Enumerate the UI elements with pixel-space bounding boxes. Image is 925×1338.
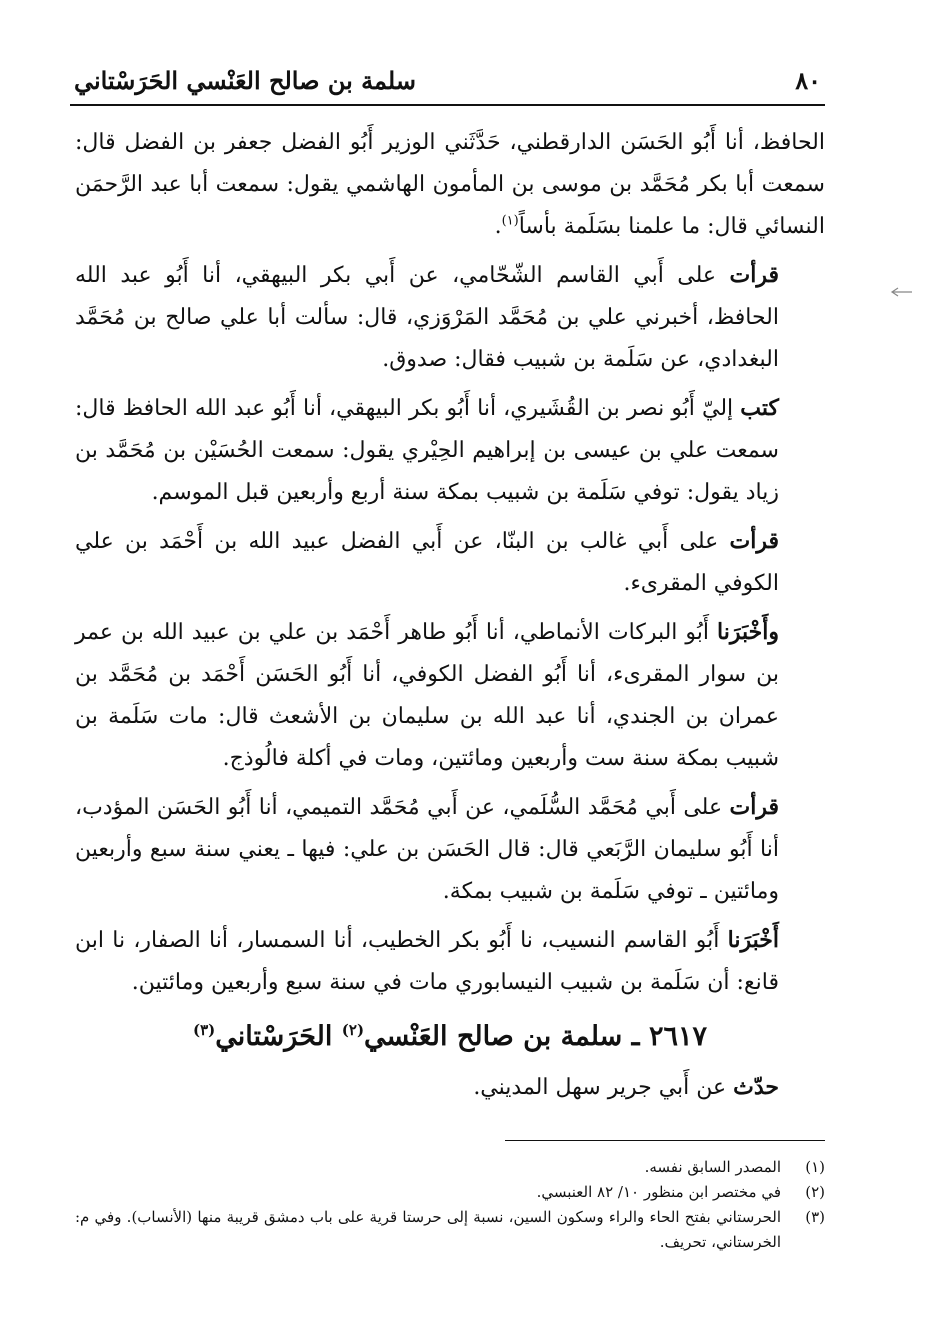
footnote-ref: (٢) bbox=[341, 1021, 365, 1039]
paragraph-5 bbox=[75, 611, 825, 780]
paragraph-1 bbox=[75, 122, 825, 248]
entry-nisba: الحَرَسْتاني bbox=[215, 1021, 333, 1052]
running-header bbox=[70, 60, 825, 106]
footnote-number: (١) bbox=[805, 1158, 825, 1176]
margin-mark-icon bbox=[888, 285, 914, 299]
paragraph-tail: . bbox=[494, 214, 502, 239]
footnote-text: المصدر السابق نفسه. bbox=[644, 1158, 781, 1176]
footnote-3 bbox=[75, 1205, 825, 1255]
paragraph-text: أَبُو البركات الأنماطي، أنا أَبُو طاهر أَحْمَد بن علي بن عبيد الله بن عمر بن سوار المقرىء، أنا أَبُو الفضل الكوفي، أنا أَبُو الحَسَن أَحْمَد بن مُحَمَّد بن عمران بن الجندي، أنا عبد الله بن سليمان بن الأشعث قال: مات سَلَمة بن شبيب بمكة سنة ست وأربعين ومائتين، ومات في أكلة فالُوذج. bbox=[75, 620, 779, 771]
footnote-ref: (١) bbox=[501, 213, 519, 229]
footnotes bbox=[75, 1140, 825, 1255]
paragraph-lead: وأَخْبَرَنا bbox=[717, 619, 779, 645]
entry-heading: ٢٦١٧ ـ سلمة بن صالح العَنْسي$^{(٢)}$ الحَرَسْتاني$^{(٣)}$ bbox=[193, 1021, 707, 1052]
paragraph-4 bbox=[75, 520, 825, 605]
paragraph-2 bbox=[75, 254, 825, 381]
main-text bbox=[75, 122, 825, 1115]
footnote-number: (٢) bbox=[805, 1183, 825, 1201]
page-number: ٨٠ bbox=[795, 66, 821, 95]
paragraph-lead: قرأت bbox=[729, 262, 780, 288]
paragraph-7 bbox=[75, 919, 825, 1004]
entry-name: سلمة بن صالح العَنْسي bbox=[364, 1021, 623, 1052]
paragraph-6 bbox=[75, 786, 825, 913]
paragraph-text: عن أَبي جرير سهل المديني. bbox=[473, 1075, 727, 1100]
running-title: سلمة بن صالح العَنْسي الحَرَسْتاني bbox=[74, 66, 416, 95]
footnote-2 bbox=[75, 1180, 825, 1205]
paragraph-lead: كتب bbox=[740, 395, 779, 421]
paragraph-text: على أَبي غالب بن البنّا، عن أَبي الفضل عبيد الله بن أَحْمَد بن علي الكوفي المقرىء. bbox=[75, 529, 779, 596]
paragraph-text: إليّ أَبُو نصر بن القُشَيري، أنا أَبُو بكر البيهقي، أنا أَبُو عبد الله الحافظ قال: سمعت علي بن عيسى بن إبراهيم الحِيْري يقول: سمعت الحُسَيْن بن مُحَمَّد بن زياد يقول: توفي سَلَمة بن شبيب بمكة سنة أربع وأربعين قبل الموسم. bbox=[75, 396, 779, 505]
paragraph-lead: حدّث bbox=[733, 1074, 779, 1100]
paragraph-lead: أَخْبَرَنا bbox=[727, 927, 779, 953]
paragraph-text: أَبُو القاسم النسيب، نا أَبُو بكر الخطيب، أنا السمسار، أنا الصفار، نا ابن قانع: أن سَلَمة بن شبيب النيسابوري مات في سنة سبع وأربعين ومائتين. bbox=[75, 928, 779, 995]
paragraph-text: على أَبي القاسم الشّحّامي، عن أَبي بكر البيهقي، أنا أَبُو عبد الله الحافظ، أخبرني علي بن مُحَمَّد المَرْوَزي، قال: سألت أبا علي صالح بن مُحَمَّد البغدادي، عن سَلَمة بن شبيب فقال: صدوق. bbox=[75, 263, 779, 372]
paragraph-lead: قرأت bbox=[729, 794, 779, 820]
footnote-ref: (٣) bbox=[193, 1021, 216, 1039]
footnote-1 bbox=[75, 1155, 825, 1180]
entry-number: ٢٦١٧ bbox=[648, 1021, 707, 1052]
footnote-text: الحرستاني بفتح الحاء والراء وسكون السين، نسبة إلى حرستا قرية على باب دمشق قريبة منها (الأنساب). وفي م: الخرستاني، تحريف. bbox=[75, 1208, 781, 1251]
paragraph-text: على أَبي مُحَمَّد السُّلَمي، عن أَبي مُحَمَّد التميمي، أنا أَبُو الحَسَن المؤدب، أنا أَبُو سليمان الرَّبَعي قال: قال الحَسَن بن علي: فيها ـ يعني سنة سبع وأربعين ومائتين ـ توفي سَلَمة بن شبيب بمكة. bbox=[75, 795, 779, 904]
paragraph-3 bbox=[75, 387, 825, 514]
footnote-divider bbox=[505, 1140, 825, 1141]
footnote-text: في مختصر ابن منظور ١٠/ ٨٢ العنبسي. bbox=[536, 1183, 781, 1201]
footnote-number: (٣) bbox=[805, 1208, 825, 1226]
entry-paragraph bbox=[75, 1066, 825, 1109]
paragraph-text: الحافظ، أنا أَبُو الحَسَن الدارقطني، حَدَّثَني الوزير أَبُو الفضل جعفر بن الفضل قال: سمعت أبا بكر مُحَمَّد بن موسى بن المأمون الهاشمي يقول: سمعت أبا عبد الرَّحمَن النسائي قال: ما علمنا بسَلَمة بأساً bbox=[75, 130, 825, 239]
paragraph-lead: قرأت bbox=[729, 528, 779, 554]
